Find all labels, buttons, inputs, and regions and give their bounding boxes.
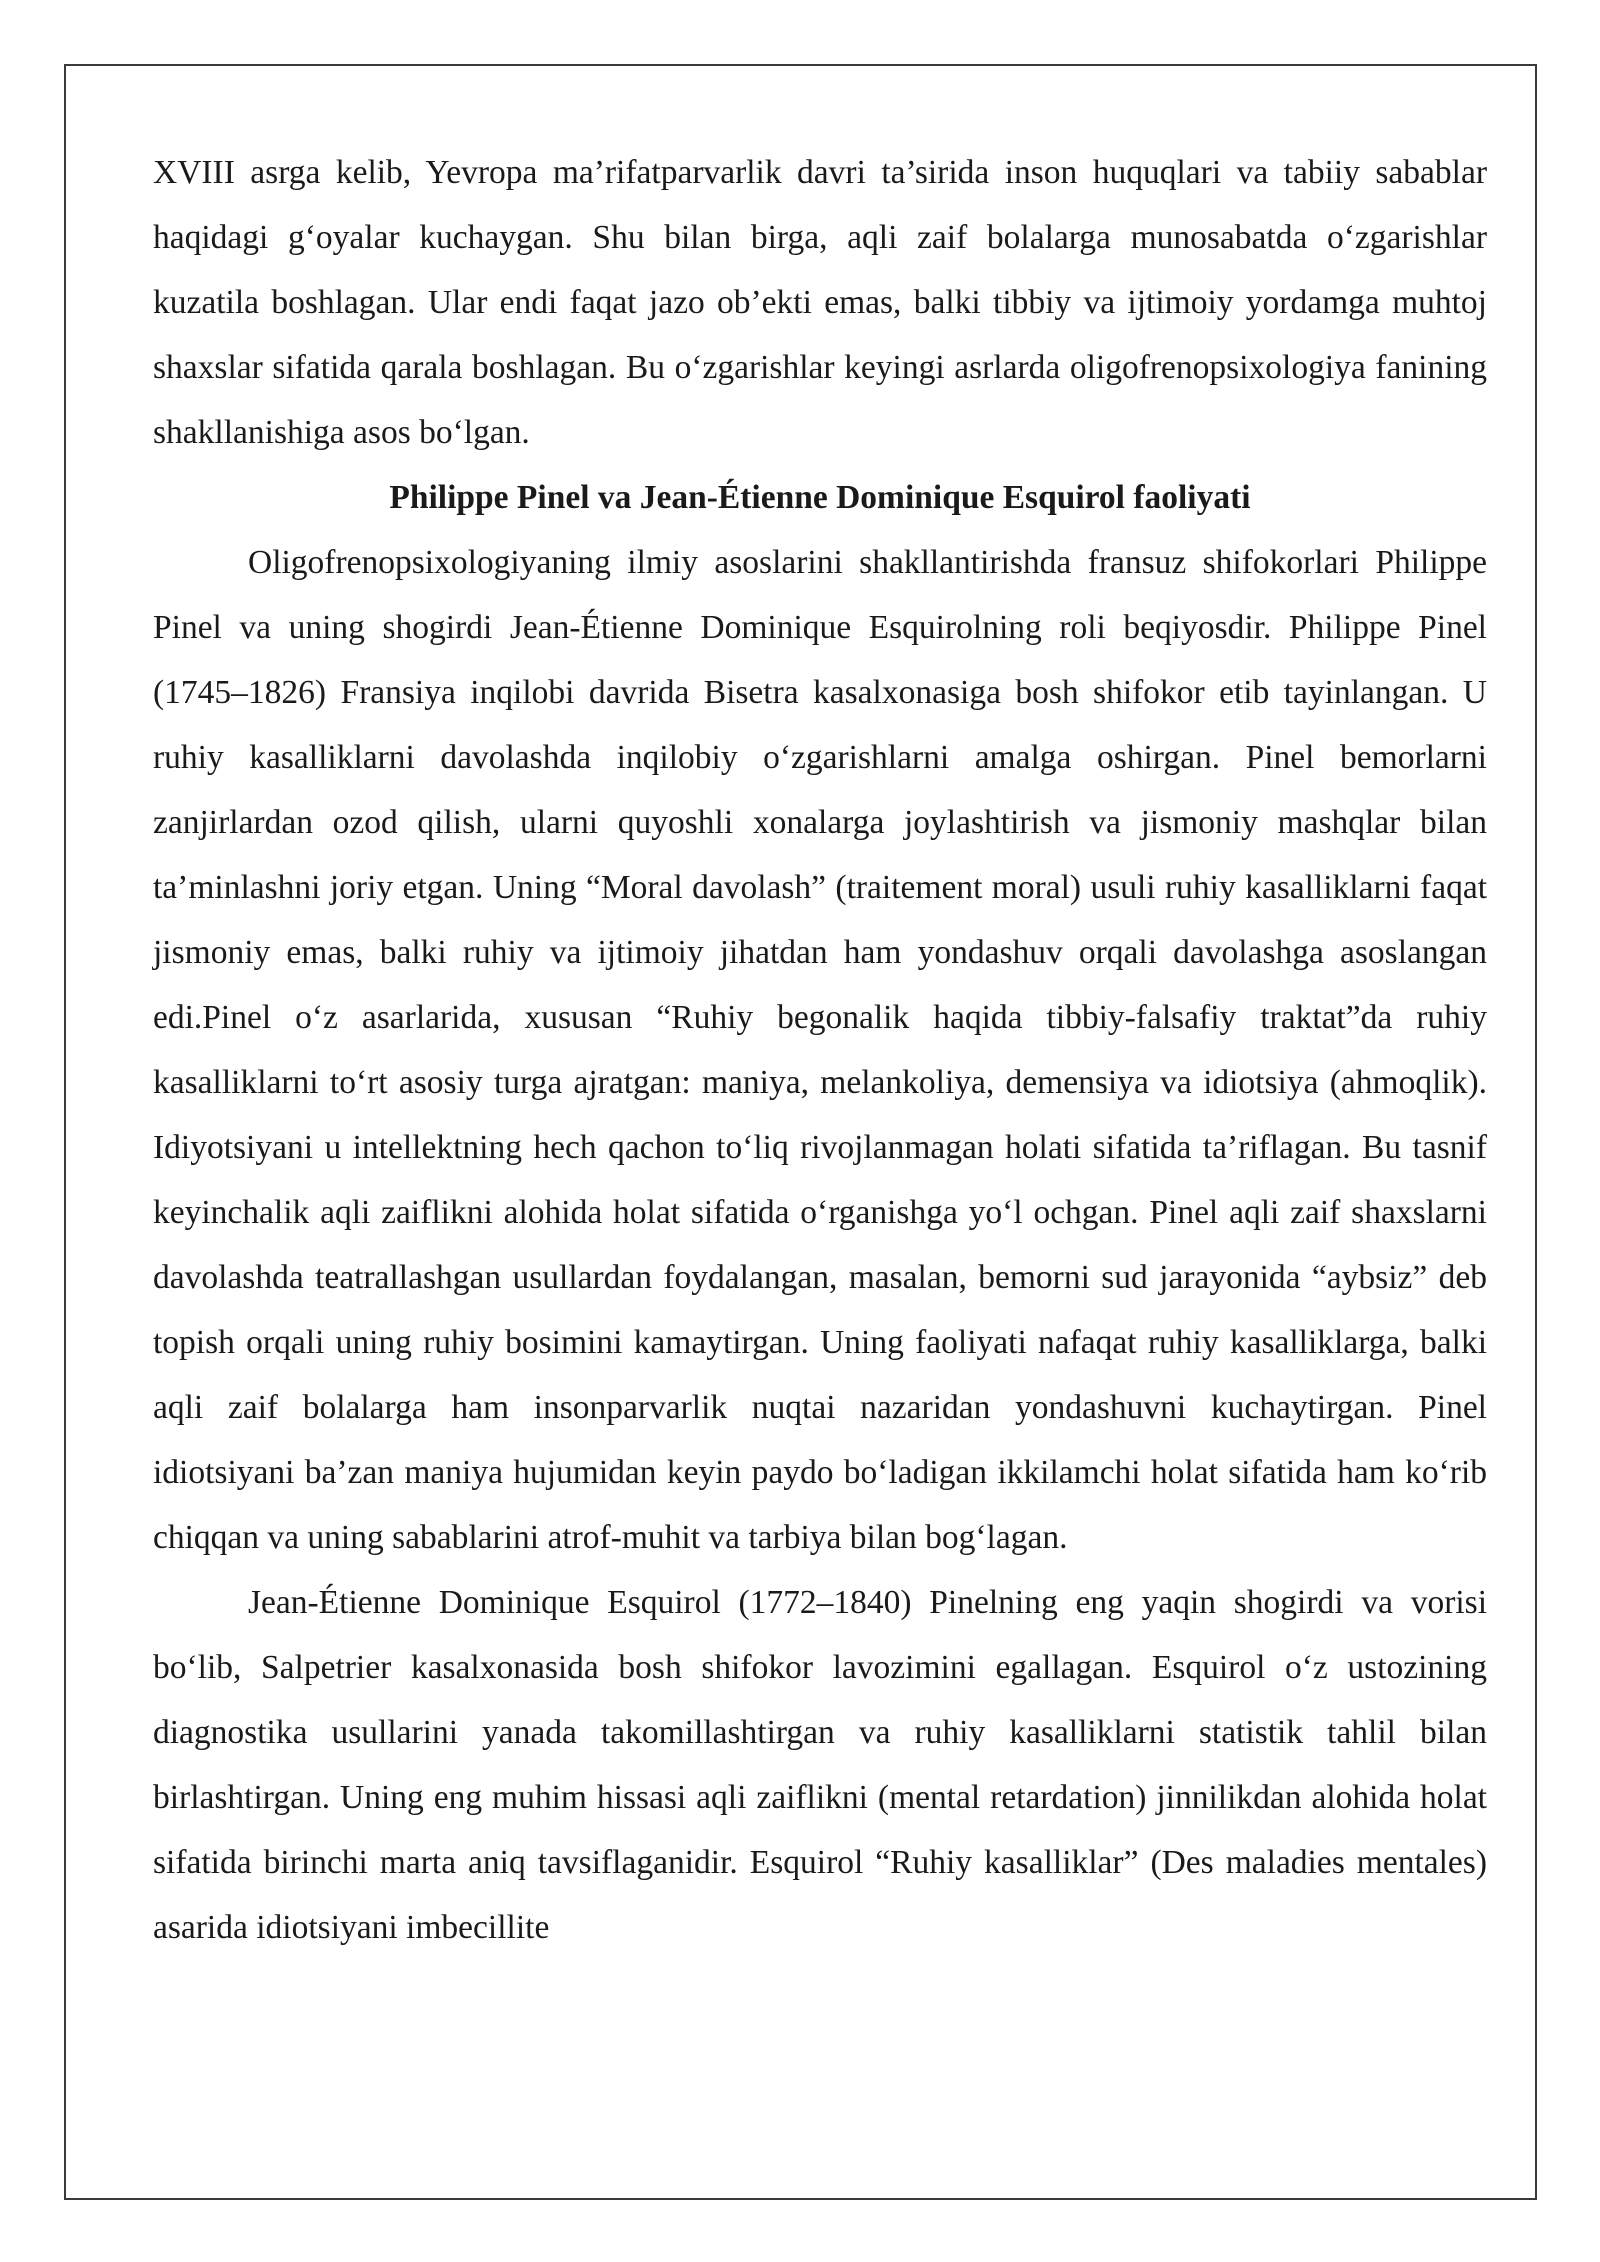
esquirol-paragraph: Jean-Étienne Dominique Esquirol (1772–1840) Pinelning eng yaqin shogirdi va vorisi bo‘lib, Salpetrier kasalxonasida bosh shifokor lavozimini egallagan. Esquirol o‘z ustozining diagnostika usullarini yanada takomillashtirgan va ruhiy kasalliklarni statistik tahlil bilan birlashtirgan. Uning eng muhim hissasi aqli zaiflikni (mental retardation) jinnilikdan alohida holat sifatida birinchi marta aniq tavsiflaganidir. Esquirol “Ruhiy kasalliklar” (Des maladies mentales) asarida idiotsiyani imbecillite (153, 1584, 1487, 1946)
pinel-paragraph: Oligofrenopsixologiyaning ilmiy asoslarini shakllantirishda fransuz shifokorlari Philippe Pinel va uning shogirdi Jean-Étienne Dominique Esquirolning roli beqiyosdir. Philippe Pinel (1745–1826) Fransiya inqilobi davrida Bisetra kasalxonasiga bosh shifokor etib tayinlangan. U ruhiy kasalliklarni davolashda inqilobiy o‘zgarishlarni amalga oshirgan. Pinel bemorlarni zanjirlardan ozod qilish, ularni quyoshli xonalarga joylashtirish va jismoniy mashqlar bilan ta’minlashni joriy etgan. Uning “Moral davolash” (traitement moral) usuli ruhiy kasalliklarni faqat jismoniy emas, balki ruhiy va ijtimoiy jihatdan ham yondashuv orqali davolashga asoslangan edi.Pinel o‘z asarlarida, xususan “Ruhiy begonalik haqida tibbiy-falsafiy traktat”da ruhiy kasalliklarni to‘rt asosiy turga ajratgan: maniya, melankoliya, demensiya va idiotsiya (ahmoqlik). Idiyotsiyani u intellektning hech qachon to‘liq rivojlanmagan holati sifatida ta’riflagan. Bu tasnif keyinchalik aqli zaiflikni alohida holat sifatida o‘rganishga yo‘l ochgan. Pinel aqli zaif shaxslarni davolashda teatrallashgan usullardan foydalangan, masalan, bemorni sud jarayonida “aybsiz” deb topish orqali uning ruhiy bosimini kamaytirgan. Uning faoliyati nafaqat ruhiy kasalliklarga, balki aqli zaif bolalarga ham insonparvarlik nuqtai nazaridan yondashuvni kuchaytirgan. Pinel idiotsiyani ba’zan maniya hujumidan keyin paydo bo‘ladigan ikkilamchi holat sifatida ham ko‘rib chiqqan va uning sabablarini atrof-muhit va tarbiya bilan bog‘lagan. (153, 544, 1487, 1556)
intro-paragraph: XVIII asrga kelib, Yevropa ma’rifatparvarlik davri ta’sirida inson huquqlari va tabiiy sabablar haqidagi g‘oyalar kuchaygan. Shu bilan birga, aqli zaif bolalarga munosabatda o‘zgarishlar kuzatila boshlagan. Ular endi faqat jazo ob’ekti emas, balki tibbiy va ijtimoiy yordamga muhtoj shaxslar sifatida qarala boshlagan. Bu o‘zgarishlar keyingi asrlarda oligofrenopsixologiya fanining shakllanishiga asos bo‘lgan. (153, 154, 1487, 451)
document-body (153, 140, 1487, 1960)
section-heading: Philippe Pinel va Jean-Étienne Dominique Esquirol faoliyati (389, 479, 1251, 516)
